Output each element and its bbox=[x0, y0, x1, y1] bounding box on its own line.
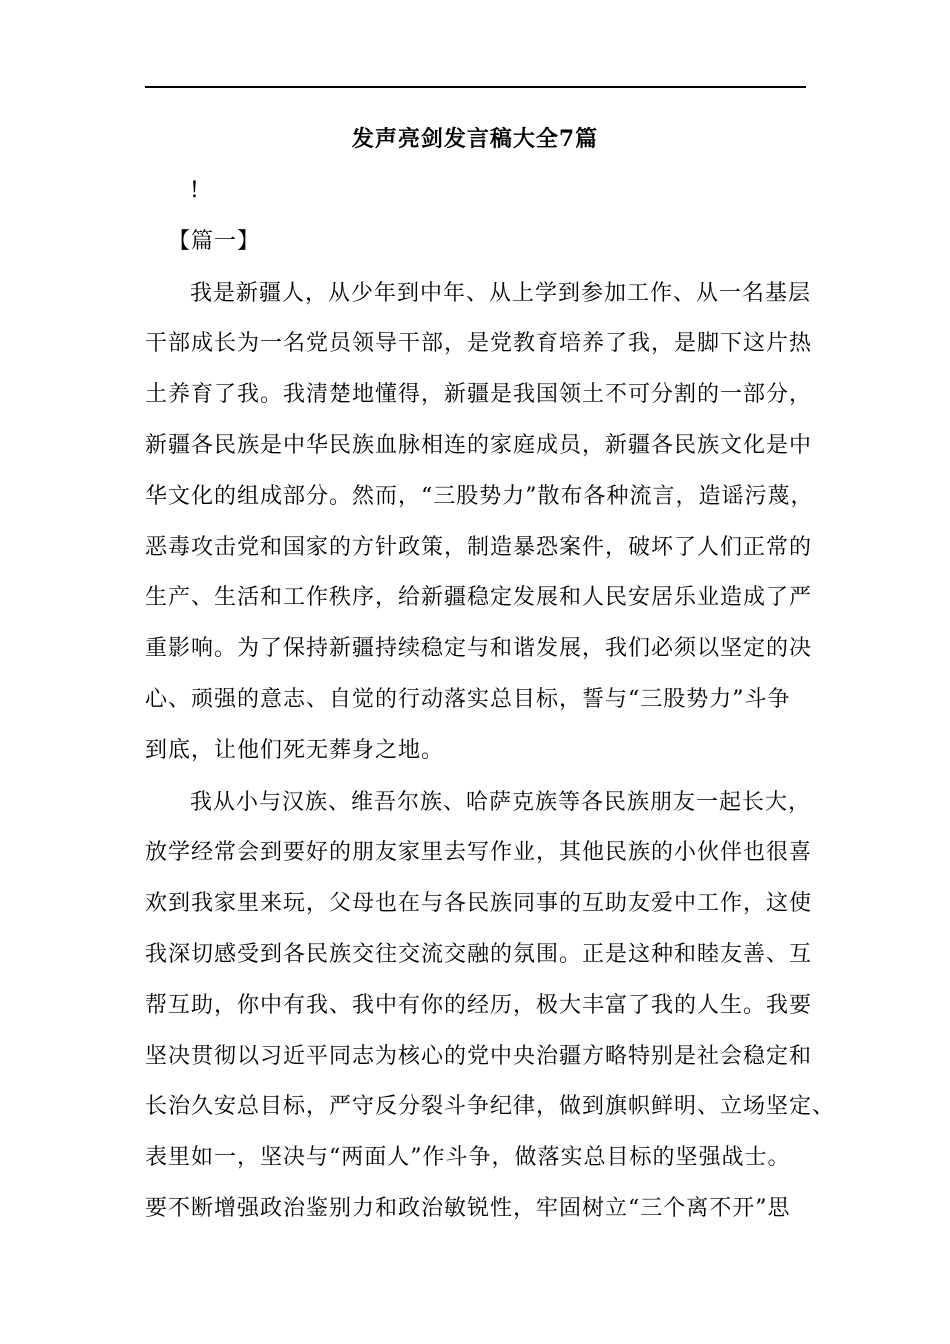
paragraph-line: 心、顽强的意志、自觉的行动落实总目标，誓与“三股势力”斗争 bbox=[145, 687, 791, 712]
paragraph-line: 到底，让他们死无葬身之地。 bbox=[145, 738, 445, 763]
paragraph-line: 新疆各民族是中华民族血脉相连的家庭成员，新疆各民族文化是中 bbox=[145, 433, 813, 458]
document-title: 发声亮剑发言稿大全7篇 bbox=[351, 126, 599, 152]
paragraph-line: 欢到我家里来玩，父母也在与各民族同事的互助友爱中工作，这使 bbox=[145, 891, 813, 916]
section-heading: 【篇一】 bbox=[168, 229, 261, 254]
paragraph-line: 干部成长为一名党员领导干部，是党教育培养了我，是脚下这片热 bbox=[145, 331, 813, 356]
paragraph-line: 我深切感受到各民族交往交流交融的氛围。正是这种和睦友善、互 bbox=[145, 942, 813, 967]
paragraph-line: 生产、生活和工作秩序，给新疆稳定发展和人民安居乐业造成了严 bbox=[145, 585, 813, 610]
exclamation-mark: ! bbox=[190, 178, 200, 203]
paragraph-line: 放学经常会到要好的朋友家里去写作业，其他民族的小伙伴也很喜 bbox=[145, 840, 813, 865]
paragraph-line: 表里如一，坚决与“两面人”作斗争，做落实总目标的坚强战士。 bbox=[145, 1145, 791, 1170]
paragraph-line: 坚决贯彻以习近平同志为核心的党中央治疆方略特别是社会稳定和 bbox=[145, 1044, 813, 1069]
paragraph-line: 帮互助，你中有我、我中有你的经历，极大丰富了我的人生。我要 bbox=[145, 993, 813, 1018]
paragraph-line: 重影响。为了保持新疆持续稳定与和谐发展，我们必须以坚定的决 bbox=[145, 636, 813, 661]
paragraph-line: 恶毒攻击党和国家的方针政策，制造暴恐案件，破坏了人们正常的 bbox=[145, 535, 813, 560]
paragraph-line: 华文化的组成部分。然而，“三股势力”散布各种流言，造谣污蔑， bbox=[145, 484, 814, 509]
paragraph-line: 土养育了我。我清楚地懂得，新疆是我国领土不可分割的一部分， bbox=[145, 382, 813, 407]
header-rule bbox=[145, 86, 806, 88]
paragraph-line: 我从小与汉族、维吾尔族、哈萨克族等各民族朋友一起长大， bbox=[190, 790, 812, 815]
paragraph-line: 长治久安总目标，严守反分裂斗争纪律，做到旗帜鲜明、立场坚定、 bbox=[145, 1094, 836, 1119]
paragraph-line: 我是新疆人，从少年到中年、从上学到参加工作、从一名基层 bbox=[190, 281, 812, 306]
paragraph-line: 要不断增强政治鉴别力和政治敏锐性，牢固树立“三个离不开”思 bbox=[145, 1196, 791, 1221]
